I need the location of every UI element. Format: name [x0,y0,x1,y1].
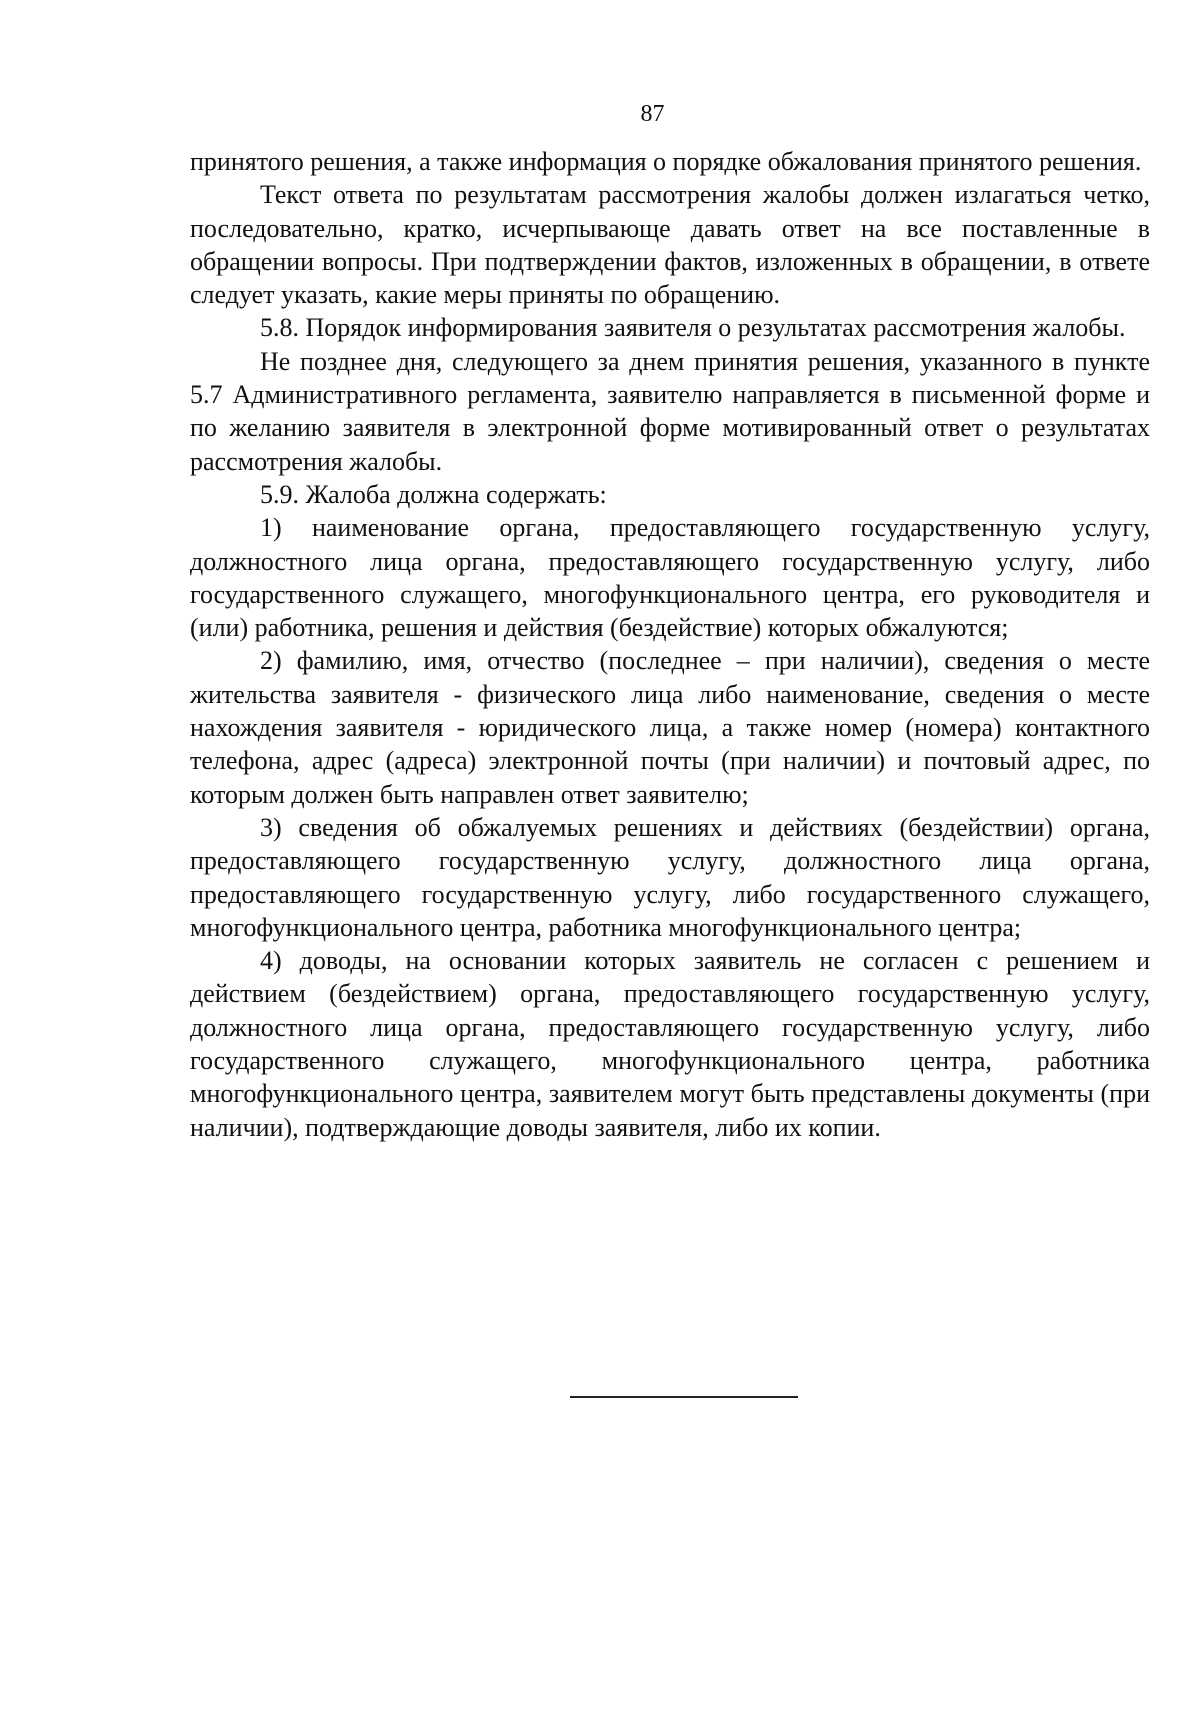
document-body [190,145,1150,1144]
section-5-9-heading: 5.9. Жалоба должна содержать: [260,479,607,509]
paragraph-response-deadline: Не позднее дня, следующего за днем принятия решения, указанного в пункте 5.7 Административного регламента, заявителю направляется в письменной форме и по желанию заявителя в электронной форме мотивированный ответ о результатах рассмотрения жалобы. [190,346,1150,476]
paragraph-response-text: Текст ответа по результатам рассмотрения жалобы должен излагаться четко, последовательно, кратко, исчерпывающе давать ответ на все поставленные в обращении вопросы. При подтверждении фактов, изложенных в обращении, в ответе следует указать, какие меры приняты по обращению. [190,180,1150,310]
paragraph-continuation: принятого решения, а также информация о порядке обжалования принятого решения. [190,147,1142,176]
end-of-text-rule [570,1396,798,1398]
list-item-3: 3) сведения об обжалуемых решениях и действиях (бездействии) органа, предоставляющего государственную услугу, должностного лица органа, предоставляющего государственную услугу, либо государственного служащего, многофункционального центра, работника многофункционального центра; [190,812,1150,942]
page-number: 87 [640,101,665,127]
list-item-4: 4) доводы, на основании которых заявитель не согласен с решением и действием (бездействием) органа, предоставляющего государственную услугу, должностного лица органа, предоставляющего государственную услугу, либо государственного служащего, многофункционального центра, работника многофункционального центра, заявителем могут быть представлены документы (при наличии), подтверждающие доводы заявителя, либо их копии. [190,946,1150,1142]
list-item-2: 2) фамилию, имя, отчество (последнее – при наличии), сведения о месте жительства заявителя - физического лица либо наименование, сведения о месте нахождения заявителя - юридического лица, а также номер (номера) контактного телефона, адрес (адреса) электронной почты (при наличии) и почтовый адрес, по которым должен быть направлен ответ заявителю; [190,646,1150,809]
section-5-8-heading: 5.8. Порядок информирования заявителя о результатах рассмотрения жалобы. [260,313,1126,343]
list-item-1: 1) наименование органа, предоставляющего государственную услугу, должностного лица органа, предоставляющего государственную услугу, либо государственного служащего, многофункционального центра, его руководителя и (или) работника, решения и действия (бездействие) которых обжалуются; [190,513,1150,643]
